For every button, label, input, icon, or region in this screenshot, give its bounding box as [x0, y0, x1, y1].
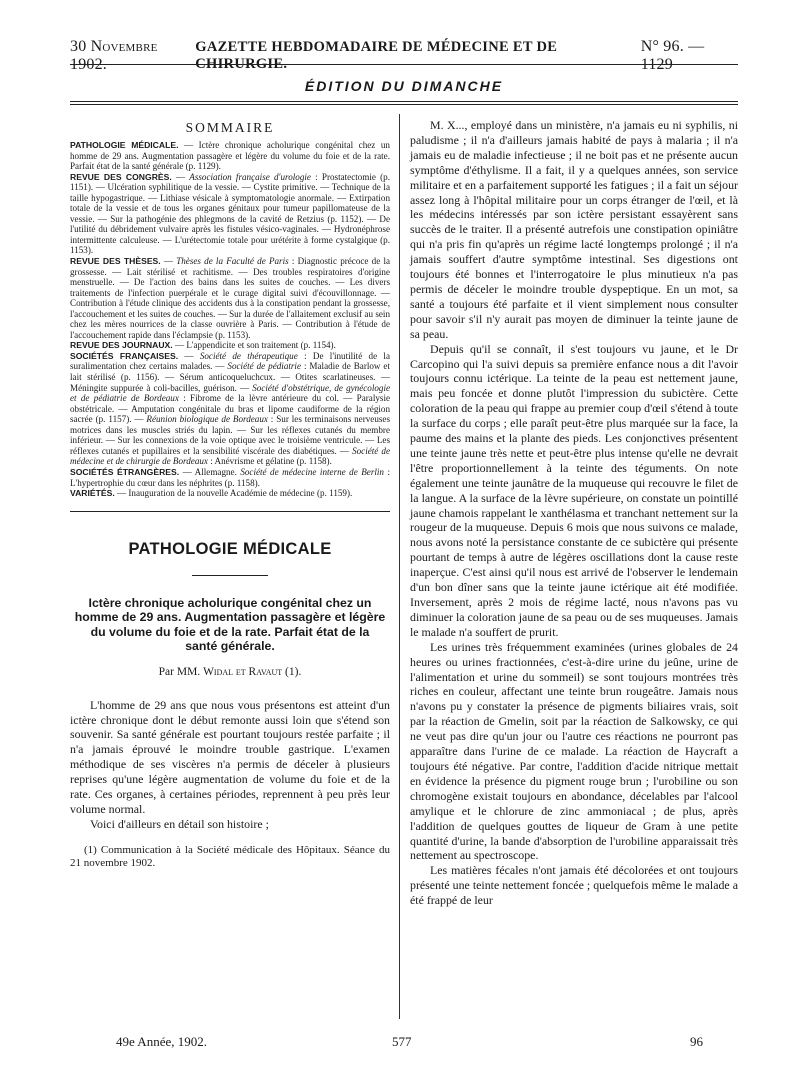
right-column [410, 118, 738, 908]
volume-year: 49e Année, 1902. [116, 1034, 207, 1049]
left-column [70, 118, 390, 871]
sommaire-society-name: Société de thérapeutique [199, 350, 298, 361]
article-paragraph: M. X..., employé dans un ministère, n'a jamais eu ni syphilis, ni paludisme ; il n'a d'ailleurs jamais habité de pays à malaria ; il n'a jamais eu de maladie infectieuse ; il ne boit pas et ne présente aucun symptôme d'éthylisme. Il a fait, il y a quelques années, son service militaire et en a parfaitement supporté les fatigues ; il a fait un séjour assez long à l'hôpital militaire pour un corps étranger de l'œil, et là les médecins intéressés par son ictère persistant essayèrent sans succès de le traiter. Il a présenté autrefois une constipation opiniâtre qui n'a pris fin qu'après un régime lacté longtemps prolongé ; il n'a jamais souffert d'autre symptôme intestinal. Ses digestions ont toujours été bonnes et l'interrogatoire le plus minutieux n'a pas permis de déceler le moindre trouble dyspeptique. En un mot, sa santé a toujours été parfaite et il vient simplement nous consulter pour savoir s'il n'y aurait pas moyen de diminuer la teinte jaune de sa peau. [410, 118, 738, 341]
sommaire-entry [70, 351, 390, 467]
sommaire-entry-text: : De l'inutilité de la suralimentation chez certains malades. — [70, 350, 390, 372]
sommaire-entry-heading: PATHOLOGIE MÉDICALE. [70, 140, 179, 150]
section-rule [70, 511, 390, 512]
title-short-rule [192, 575, 268, 576]
sommaire-entry-text: : Sur les terminaisons nerveuses motrices dans les muscles striés du lapin. — Sur les réflexes cutanés du membre inférieur. — Sur les connexions de la voie optique avec le troisième ventricule. — Les réflexes cutanés et pupillaires et la sensibilité viscérale des diabétiques. — [70, 414, 390, 456]
article-body-left [70, 698, 390, 832]
sommaire-entry-text: — Allemagne. [179, 466, 241, 477]
edition-rule-top [70, 101, 738, 102]
sommaire-entry-text: — L'appendicite et son traitement (p. 1154). [172, 340, 336, 351]
sommaire-entry-text: — [160, 256, 177, 267]
article-paragraph: Les matières fécales n'ont jamais été décolorées et ont toujours présenté une teinte nettement foncée ; quelquefois même le malade a été frappé de leur [410, 863, 738, 908]
byline-footnote-ref: (1). [285, 665, 302, 678]
sommaire-entry-text: : Anévrisme et gélatine (p. 1158). [207, 456, 332, 467]
byline-prefix: Par MM. [158, 665, 201, 678]
sommaire-entry-text: : Maladie de Barlow et lait stérilisé (p. 1156). — Sérum anticoqueluchcux. — Otites scarlatineuses. — Méningite suppurée à coli-bacilles, guérison. — [70, 361, 390, 393]
sommaire-list [70, 140, 390, 499]
signature-mark: 96 [690, 1034, 703, 1049]
running-head [70, 38, 738, 74]
sommaire-entry [70, 467, 390, 488]
sommaire-entry-text: — Ictère chronique acholurique congénital chez un homme de 29 ans. Augmentation passagère et légère du volume du foie et de la rate. Parfait état de la santé générale (p. 1129). [70, 140, 390, 172]
article-body-right [410, 118, 738, 908]
edition-title: ÉDITION DU DIMANCHE [304, 78, 504, 94]
sommaire-entry [70, 140, 390, 172]
sommaire-entry-text: — [171, 171, 190, 182]
sommaire-entry-text: : L'hypertrophie du cœur dans les néphrites (p. 1158). [70, 466, 390, 488]
sommaire-society-name: Association française d'urologie [189, 171, 311, 182]
issue-number: N° 96. — 1129 [640, 38, 705, 73]
page-number: 577 [392, 1034, 412, 1049]
sommaire-entry-text: — [178, 350, 200, 361]
article-paragraph: Depuis qu'il se connaît, il s'est toujours vu jaune, et le Dr Carcopino qui l'a suivi depuis sa première enfance nous a dit l'avoir toujours connu ictérique. La teinte de la peau est nettement jaune, mais peu foncée et donne plutôt l'impression du subictère. Cette coloration de la peau qui frappe au premier coup d'œil s'étend à toute la surface du corps ; elle paraît peut-être plus marquée sur la face, la paume des mains et la plante des pieds. Les conjonctives présentent une teinte jaune très nette et peut-être plus intense qu'elle ne devrait l'être proportionnellement à la teinte des téguments. On note également une teinte jaunâtre de la muqueuse qui recouvre le filet de la langue. A la surface de la lèvre supérieure, on constate un pointillé jaune chamois rappelant le xanthélasma et tranchant nettement sur la rougeur de la muqueuse. Depuis 6 mois que nous suivons ce malade, nous avons noté la persistance constante de ce subictère qui présente pourtant de temps à autre de légères oscillations dont la cause reste inaperçue. C'est ainsi qu'il nous est arrivé de l'observer le lendemain d'un bon dîner sans que la teinte jaune ictérique ait été modifiée. Inversement, après 2 mois de régime lacté, nous n'avons pas vu diminuer la coloration jaune de sa peau ou de ses muqueuses. Jamais le malade n'a souffert de prurit. [410, 341, 738, 639]
sommaire-title: SOMMAIRE [185, 120, 275, 135]
sommaire-entry-heading: SOCIÉTÉS ÉTRANGÈRES. [70, 466, 180, 477]
sommaire-society-name: Thèses de la Faculté de Paris [176, 256, 289, 267]
sommaire-entry-text: — Inauguration de la nouvelle Académie de médecine (p. 1159). [114, 488, 353, 499]
edition-rule-bottom [70, 104, 738, 105]
footnote-text: (1) Communication à la Société médicale des Hôpitaux. Séance du 21 novembre 1902. [70, 843, 390, 870]
sommaire-entry-heading: REVUE DES JOURNAUX. [70, 340, 173, 351]
sommaire-society-name: Société de pédiatrie [227, 361, 301, 372]
sommaire-society-name: Société d'obstétrique, de gynécologie et de pédiatrie de Bordeaux [70, 382, 391, 404]
sommaire-entry-heading: REVUE DES CONGRÈS. [70, 171, 172, 182]
article-paragraph: L'homme de 29 ans que nous vous présentons est atteint d'un ictère chronique dont le début remonte aussi loin que s'étend son souvenir. Sa santé générale est pourtant toujours restée parfaite ; il n'a jamais éprouvé le moindre trouble gastrique. L'examen méthodique de ses viscères n'a permis de déceler à plusieurs reprises qu'une légère augmentation de volume du foie et de la rate. Ces organes, à certaines périodes, reprennent à peu près leur volume normal. [70, 697, 390, 816]
issue-date: 30 Novembre 1902. [70, 38, 158, 73]
byline-authors: Widal et Ravaut [203, 665, 283, 678]
sommaire-entry-heading: REVUE DES THÈSES. [70, 256, 161, 267]
header-rule [70, 64, 738, 65]
sommaire-entry-text: : Prostatectomie (p. 1151). — Ulcération syphilitique de la vessie. — Cystite primitive. — Technique de la taille hypogastrique. — Lithiase vésicale à symptomatologie anormale. — Extirpation totale de la vessie et de tous les organes génitaux pour tumeur papillomateuse de la vessie. — Sur la pathogénie des phlegmons de la cavité de Retzius (p. 1152). — De l'utilité du débridement vulvaire après les fistules vésico-vaginales. — Hydronéphrose intermittente calculeuse. — L'urétectomie totale pour urétérite à forme cystalgique (p. 1153). [70, 171, 390, 256]
sommaire-society-name: Société de médecine et de chirurgie de Bordeaux [70, 445, 390, 467]
column-divider [399, 114, 400, 1019]
article-title: Ictère chronique acholurique congénital chez un homme de 29 ans. Augmentation passagère et légère du volume du foie et de la rate. Parfait état de la santé générale. [74, 595, 386, 654]
article-paragraph: Les urines très fréquemment examinées (urines globales de 24 heures ou urines fractionnées, c'est-à-dire urine du jeûne, urine de l'alimentation et urine du sommeil) se sont toujours montrées très riches en couleur, affectant une teinte brun rougeâtre. Jamais nous n'avons pu y constater la présence de pigments biliaires vrais, soit par la réaction de Gmelin, soit par la réaction de Salkowsky, ce qui ne veut pas dire qu'un jour ou l'autre ces réactions ne pourront pas apparaître dans l'urine de ce malade. La réaction de Haycraft a toujours été négative. Par contre, l'addition d'acide nitrique mettait en évidence la présence du pigment rouge brun ; l'urobiline ou son chromogène existait toujours en abondance, décelables par l'alcool amylique et le chlorure de zinc ammoniacal ; de plus, après l'addition de quelques gouttes de liqueur de Gram à une petite quantité d'urine, la bande d'absorption de l'urobiline apparaissait très nettement au spectroscope. [410, 639, 738, 863]
sommaire-entry-text: : Diagnostic précoce de la grossesse. — Lait stérilisé et rachitisme. — Des troubles respiratoires d'origine menstruelle. — De l'action des bains dans les suites de couches. — Les divers traitements de l'infection puerpérale et le curage digital suivi d'écouvillonnage. — Contribution à l'étude clinique des accidents dus à la constipation pendant la grossesse, l'accouchement et les suites de couches. — Sur la durée de l'allaitement exclusif au sein chez les mères nourrices de la classe ouvrière à Paris. — Contribution à l'étude de l'accouchement rapide dans l'éclampsie (p. 1153). [70, 256, 391, 340]
article-paragraph: Voici d'ailleurs en détail son histoire ; [90, 816, 269, 831]
sommaire-entry [70, 340, 390, 351]
footnote [70, 844, 390, 871]
sommaire-entry [70, 488, 390, 499]
sommaire-society-name: Société de médecine interne de Berlin [240, 466, 384, 477]
sommaire-entry [70, 172, 390, 256]
sommaire-entry [70, 256, 390, 340]
section-title: PATHOLOGIE MÉDICALE [128, 539, 332, 558]
sommaire-entry-text: : Fibrome de la lèvre antérieure du col. — Paralysie obstétricale. — Amputation congénitale du bras et lipome caudiforme de la région sacrée (p. 1157). — [70, 393, 391, 425]
sommaire-entry-heading: SOCIÉTÉS FRANÇAISES. [70, 350, 179, 361]
sommaire-entry-heading: VARIÉTÉS. [70, 488, 115, 499]
sommaire-society-name: Réunion biologique de Bordeaux [146, 414, 268, 425]
journal-title: GAZETTE HEBDOMADAIRE DE MÉDECINE ET DE CHIRURGIE. [195, 39, 558, 72]
byline [70, 666, 390, 678]
